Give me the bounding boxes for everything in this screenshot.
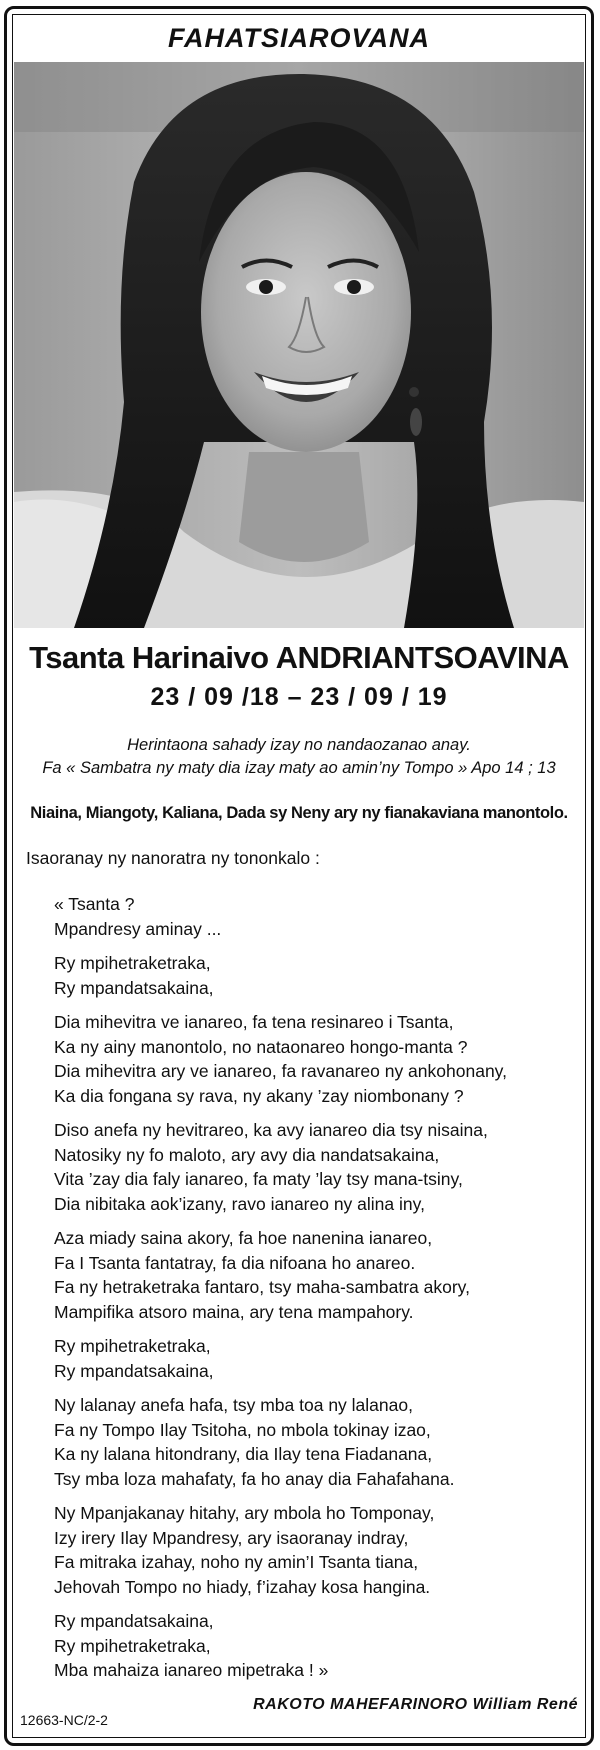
poem-stanza <box>54 1393 584 1491</box>
poem-line: Ry mpihetraketraka, <box>54 1635 211 1656</box>
deceased-name: Tsanta Harinaivo ANDRIANTSOAVINA <box>29 640 569 675</box>
poem-line: Tsy mba loza mahafaty, fa ho anay dia Fahafahana. <box>54 1468 455 1489</box>
poem-line: Ka dia fongana sy rava, ny akany ’zay niombonany ? <box>54 1085 464 1106</box>
poem-stanza <box>54 1010 584 1108</box>
life-dates: 23 / 09 /18 – 23 / 09 / 19 <box>150 683 448 711</box>
family-names: Niaina, Miangoty, Kaliana, Dada sy Neny ary ny fianakaviana manontolo. <box>30 804 568 822</box>
poem-line: Mba mahaiza ianareo mipetraka ! » <box>54 1660 329 1680</box>
poem-line: Ny Mpanjakanay hitahy, ary mbola ho Tomponay, <box>54 1503 435 1523</box>
poem-stanza <box>54 1609 584 1683</box>
poem-line: Fa mitraka izahay, noho ny amin’I Tsanta tiana, <box>54 1552 419 1572</box>
poem-line: Ka ny ainy manontolo, no nataonareo hongo-manta ? <box>54 1036 468 1057</box>
poem-line: Fa ny hetraketraka fantaro, tsy maha-sambatra akory, <box>54 1277 470 1297</box>
poem-line: Diso anefa ny hevitrareo, ka avy ianareo dia tsy nisaina, <box>54 1120 488 1140</box>
poem-line: Dia nibitaka aok’izany, ravo ianareo ny alina iny, <box>54 1193 425 1214</box>
poem-stanza <box>54 892 584 941</box>
poem-stanza <box>54 1501 584 1599</box>
epigraph-line-2: Fa « Sambatra ny maty dia izay maty ao amin’ny Tompo » Apo 14 ; 13 <box>42 759 556 777</box>
poem-line: Fa I Tsanta fantatray, fa dia nifoana ho anareo. <box>54 1252 416 1273</box>
poem-stanza <box>54 1118 584 1216</box>
poem-stanza <box>54 1226 584 1324</box>
poem <box>54 892 584 1693</box>
poem-line: Fa ny Tompo Ilay Tsitoha, no mbola tokinay izao, <box>54 1419 431 1440</box>
poem-line: Ry mpandatsakaina, <box>54 977 214 998</box>
poem-line: Ka ny lalana hitondrany, dia Ilay tena Fiadanana, <box>54 1444 433 1464</box>
poem-line: Ry mpihetraketraka, <box>54 953 211 973</box>
epigraph-line-1: Herintaona sahady izay no nandaozanao anay. <box>127 736 471 754</box>
poem-stanza <box>54 1334 584 1383</box>
page-title: FAHATSIAROVANA <box>168 23 430 53</box>
poem-intro: Isaoranay ny nanoratra ny tononkalo : <box>26 848 320 868</box>
poem-line: Jehovah Tompo no hiady, f’izahay kosa hangina. <box>54 1576 431 1597</box>
portrait-photo <box>14 62 584 628</box>
poem-line: « Tsanta ? <box>54 894 135 914</box>
poem-line: Dia mihevitra ve ianareo, fa tena resinareo i Tsanta, <box>54 1012 454 1032</box>
epigraph <box>14 734 584 780</box>
poem-line: Vita ’zay dia faly ianareo, fa maty ’lay tsy mana-tsiny, <box>54 1169 463 1189</box>
poem-line: Ry mpandatsakaina, <box>54 1611 214 1631</box>
poem-author-signature: RAKOTO MAHEFARINORO William René <box>253 1696 578 1713</box>
poem-line: Dia mihevitra ary ve ianareo, fa ravanareo ny ankohonany, <box>54 1061 507 1081</box>
poem-line: Aza miady saina akory, fa hoe nanenina ianareo, <box>54 1228 433 1248</box>
poem-line: Ny lalanay anefa hafa, tsy mba toa ny lalanao, <box>54 1395 413 1415</box>
poem-line: Mpandresy aminay ... <box>54 918 222 939</box>
poem-line: Ry mpihetraketraka, <box>54 1336 211 1356</box>
poem-stanza <box>54 951 584 1000</box>
poem-line: Natosiky ny fo maloto, ary avy dia nandatsakaina, <box>54 1144 440 1165</box>
poem-line: Mampifika atsoro maina, ary tena mampahory. <box>54 1301 414 1322</box>
poem-line: Ry mpandatsakaina, <box>54 1360 214 1381</box>
reference-code: 12663-NC/2-2 <box>20 1712 108 1728</box>
poem-line: Izy irery Ilay Mpandresy, ary isaoranay indray, <box>54 1527 409 1548</box>
